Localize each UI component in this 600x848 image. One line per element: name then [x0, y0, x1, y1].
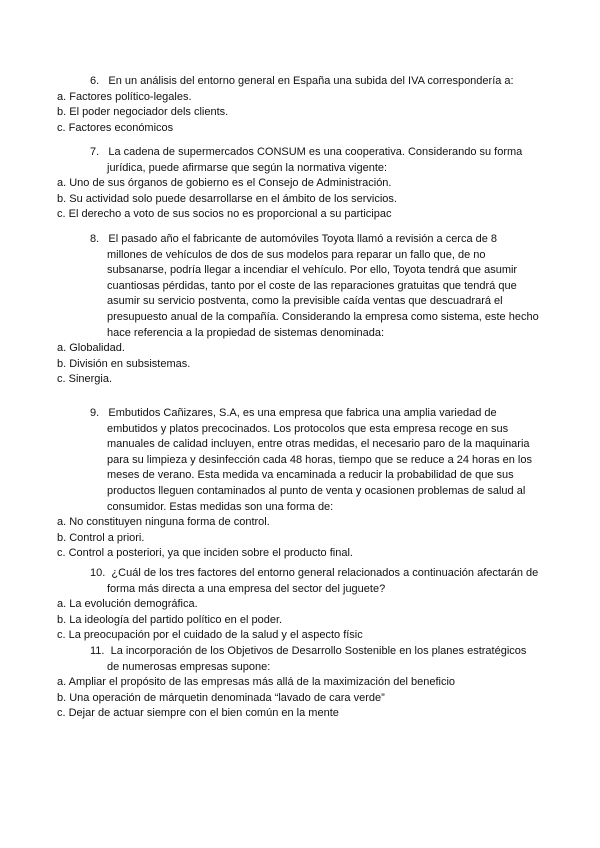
question-number: 10.	[90, 567, 106, 579]
option-list	[0, 675, 600, 722]
option-a[interactable]: a. Factores político-legales.	[57, 90, 192, 103]
option-list	[0, 515, 600, 562]
option-a[interactable]: a. Ampliar el propósito de las empresas más allá de la maximización del beneficio	[57, 676, 456, 689]
option-a[interactable]: a. Globalidad.	[57, 342, 125, 355]
question-stem	[0, 406, 600, 515]
question-text: El pasado año el fabricante de automóviles Toyota llamó a revisión a cerca de 8 millones de vehículos de dos de sus modelos para reparar un fallo que, de no subsanarse, podría llegar a incendiar el vehículo. Por ello, Toyota tendrá que asumir cuantiosas pérdidas, tanto por el coste de las reparaciones gratuitas que tendrá que asumir su servicio postventa, como la previsible caída ventas que descuadrará el presupuesto anual de la compañía. Considerando la empresa como sistema, este hecho hace referencia a la propiedad de sistemas denominada:	[107, 233, 539, 339]
question-6	[0, 74, 600, 136]
option-b[interactable]: b. La ideología del partido político en el poder.	[57, 613, 283, 626]
question-text: La incorporación de los Objetivos de Desarrollo Sostenible en los planes estratégicos de numerosas empresas supone:	[107, 645, 527, 673]
question-number: 6.	[90, 75, 100, 87]
question-number: 8.	[90, 233, 100, 245]
question-8	[0, 232, 600, 388]
question-text: La cadena de supermercados CONSUM es una cooperativa. Considerando su forma jurídica, puede afirmarse que según la normativa vigente:	[107, 146, 523, 174]
option-a[interactable]: a. No constituyen ninguna forma de control.	[57, 516, 270, 529]
question-text: En un análisis del entorno general en España una subida del IVA correspondería a:	[108, 75, 514, 87]
option-list	[0, 90, 600, 137]
question-10	[0, 566, 600, 644]
option-c[interactable]: c. La preocupación por el cuidado de la salud y el aspecto físic	[57, 629, 363, 642]
option-c[interactable]: c. Sinergia.	[57, 373, 113, 386]
option-b[interactable]: b. Su actividad solo puede desarrollarse en el ámbito de los servicios.	[57, 192, 397, 205]
question-number: 11.	[90, 645, 105, 657]
option-b[interactable]: b. Una operación de márquetin denominada “lavado de cara verde”	[57, 691, 385, 704]
question-11	[0, 644, 600, 722]
question-7	[0, 145, 600, 223]
option-list	[0, 341, 600, 388]
option-b[interactable]: b. División en subsistemas.	[57, 357, 191, 370]
question-number: 7.	[90, 146, 100, 158]
option-list	[0, 597, 600, 644]
question-stem	[0, 145, 600, 176]
option-c[interactable]: c. Dejar de actuar siempre con el bien común en la mente	[57, 707, 339, 720]
option-c[interactable]: c. El derecho a voto de sus socios no es proporcional a su participac	[57, 208, 392, 221]
question-number: 9.	[90, 407, 100, 419]
option-b[interactable]: b. El poder negociador dels clients.	[57, 106, 229, 119]
question-stem	[0, 644, 600, 675]
question-stem	[0, 232, 600, 341]
option-a[interactable]: a. La evolución demográfica.	[57, 598, 198, 611]
question-9	[0, 406, 600, 562]
option-list	[0, 176, 600, 223]
option-c[interactable]: c. Control a posteriori, ya que inciden sobre el producto final.	[57, 547, 353, 560]
option-b[interactable]: b. Control a priori.	[57, 531, 145, 544]
question-text: Embutidos Cañizares, S.A, es una empresa que fabrica una amplia variedad de embutidos y platos precocinados. Los protocolos que esta empresa recoge en sus manuales de calidad incluyen, entre otras medidas, el necesario paro de la maquinaria para su limpieza y desinfección cada 48 horas, tiempo que se reduce a 24 horas en los meses de verano. Esta medida va encaminada a reducir la probabilidad de que sus productos lleguen contaminados al punto de venta y ocasionen problemas de salud al consumidor. Estas medidas son una forma de:	[107, 407, 532, 513]
question-stem	[0, 566, 600, 597]
question-text: ¿Cuál de los tres factores del entorno general relacionados a continuación afectarán de forma más directa a una empresa del sector del juguete?	[107, 567, 539, 595]
question-stem	[0, 74, 600, 90]
option-c[interactable]: c. Factores económicos	[57, 121, 174, 134]
option-a[interactable]: a. Uno de sus órganos de gobierno es el Consejo de Administración.	[57, 177, 392, 190]
